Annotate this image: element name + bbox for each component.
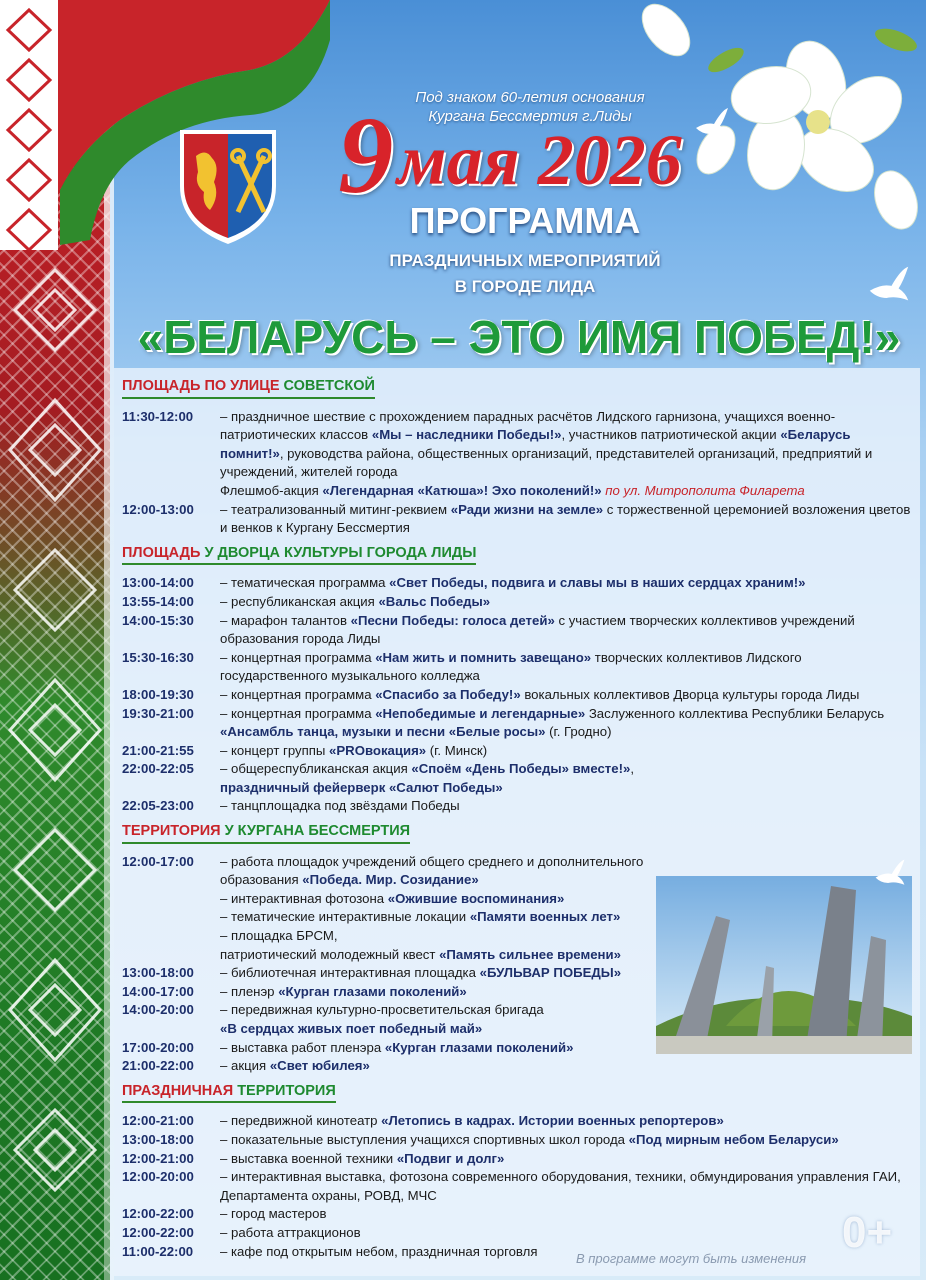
event-title: «Летопись в кадрах. Истории военных репортеров» — [381, 1113, 724, 1129]
section-dvorets-kultury — [122, 544, 912, 816]
event-description — [220, 705, 912, 742]
event-text: площадка БРСМ, — [231, 928, 338, 944]
subtitle-line-2: Кургана Бессмертия г.Лиды — [428, 108, 632, 125]
event-title: «Легендарная «Катюша»! Эхо поколений!» — [322, 482, 602, 498]
event-text: республиканская акция — [231, 593, 379, 609]
subtitle-line-1: Под знаком 60-летия основания — [415, 89, 645, 106]
event-title: «Память сильнее времени» — [439, 946, 621, 962]
section-title — [122, 822, 410, 844]
event-text: , — [630, 761, 635, 777]
event-description — [220, 501, 912, 538]
event-description — [220, 686, 912, 705]
event-row — [122, 908, 662, 927]
event-title: «Ради жизни на земле» — [450, 501, 604, 517]
section-prazdnichnaya — [122, 1082, 912, 1261]
event-title: «Победа. Мир. Созидание» — [302, 872, 479, 888]
event-text: тематическая программа — [231, 575, 390, 591]
event-row — [122, 946, 662, 965]
event-time: 22:05-23:00 — [122, 798, 194, 814]
event-row — [122, 1150, 912, 1169]
section-title-red: ПЛОЩАДЬ — [122, 544, 205, 561]
event-description — [220, 1168, 912, 1205]
event-row — [122, 1039, 662, 1058]
event-dash: – — [220, 853, 231, 869]
age-rating: 0+ — [842, 1208, 893, 1257]
section-title — [122, 544, 476, 566]
event-row — [122, 797, 912, 816]
event-text: тематические интерактивные локации — [231, 909, 470, 925]
event-description — [220, 983, 662, 1002]
event-text: танцплощадка под звёздами Победы — [231, 798, 460, 814]
event-time: 12:00-21:00 — [122, 1113, 194, 1129]
event-description — [220, 1205, 912, 1224]
event-dash: – — [220, 575, 231, 591]
event-text: показательные выступления учащихся спортивных школ города — [231, 1131, 629, 1147]
event-dash: – — [220, 742, 231, 758]
event-title: «Свет Победы, подвига и славы мы в наших сердцах храним!» — [389, 575, 806, 591]
event-text: марафон талантов — [231, 612, 351, 628]
event-description — [220, 408, 912, 482]
event-title: «Беларусь помнит!» — [220, 427, 851, 461]
program-sub-line-2: В ГОРОДЕ ЛИДА — [454, 277, 596, 296]
event-text: (г. Минск) — [426, 742, 488, 758]
event-title: праздничный фейерверк «Салют Победы» — [220, 779, 503, 795]
event-row — [122, 1224, 912, 1243]
event-title: «БУЛЬВАР ПОБЕДЫ» — [479, 965, 622, 981]
event-description — [220, 890, 662, 909]
event-text: библиотечная интерактивная площадка — [231, 965, 480, 981]
event-text: концерт группы — [231, 742, 330, 758]
event-description — [220, 649, 912, 686]
event-dash: – — [220, 1243, 231, 1259]
flag-of-belarus-icon — [0, 0, 330, 250]
event-title: «Свет юбилея» — [269, 1058, 370, 1074]
event-description — [220, 1112, 912, 1131]
event-row — [122, 408, 912, 482]
event-row — [122, 574, 912, 593]
event-time: 14:00-20:00 — [122, 1002, 194, 1018]
section-title-green: У КУРГАНА БЕССМЕРТИЯ — [224, 823, 411, 840]
event-title: «Нам жить и помнить завещано» — [375, 649, 592, 665]
event-time: 11:30-12:00 — [122, 408, 194, 424]
event-text: пленэр — [231, 983, 279, 999]
event-dash: – — [220, 965, 231, 981]
event-text: общереспубликанская акция — [231, 761, 412, 777]
program-subtitle — [340, 248, 710, 300]
event-dash: – — [220, 593, 231, 609]
event-dash: – — [220, 408, 231, 424]
event-row — [122, 649, 912, 686]
event-text: интерактивная фотозона — [231, 890, 388, 906]
event-time: 11:00-22:00 — [122, 1243, 194, 1259]
event-dash: – — [220, 1224, 231, 1240]
event-row — [122, 890, 662, 909]
event-dash: – — [220, 983, 231, 999]
event-row — [122, 612, 912, 649]
event-dash: – — [220, 909, 231, 925]
event-title: «Песни Победы: голоса детей» — [350, 612, 555, 628]
event-title: «Споём «День Победы» вместе!» — [411, 761, 631, 777]
date-rest: мая 2026 — [397, 120, 682, 200]
event-text: праздничное шествие с прохождением парадных расчётов Лидского гарнизона, учащихся военно-патриотических классов — [220, 408, 836, 443]
event-title: «Памяти военных лет» — [469, 909, 621, 925]
event-description — [220, 593, 912, 612]
event-title: «Вальс Победы» — [378, 593, 491, 609]
event-row — [122, 779, 912, 798]
event-text: работа площадок учреждений общего среднего и дополнительного образования — [220, 853, 644, 888]
event-time — [122, 908, 220, 927]
section-sovetskaya — [122, 377, 912, 538]
section-title-red: ПЛОЩАДЬ ПО УЛИЦЕ — [122, 378, 284, 394]
event-row — [122, 983, 662, 1002]
event-dash: – — [220, 501, 231, 517]
event-time: 18:00-19:30 — [122, 686, 194, 702]
event-description — [220, 612, 912, 649]
event-dash: – — [220, 1002, 231, 1018]
ornament-pattern-icon — [0, 250, 110, 1280]
event-row — [122, 593, 912, 612]
event-row — [122, 1112, 912, 1131]
event-title: «В сердцах живых поет победный май» — [220, 1021, 483, 1036]
section-title-red: ПРАЗДНИЧНАЯ — [122, 1082, 238, 1099]
section-title — [122, 377, 375, 399]
event-title: «Под мирным небом Беларуси» — [628, 1131, 839, 1147]
event-text: выставка военной техники — [231, 1150, 397, 1166]
event-time — [122, 1020, 220, 1039]
event-text: концертная программа — [231, 705, 376, 721]
event-text: выставка работ пленэра — [231, 1039, 385, 1055]
event-row — [122, 853, 662, 890]
event-time — [122, 890, 220, 909]
event-time — [122, 779, 220, 798]
event-description — [220, 1057, 662, 1076]
event-time: 17:00-20:00 — [122, 1039, 194, 1055]
event-description — [220, 760, 912, 779]
event-title: «Ожившие воспоминания» — [387, 890, 565, 906]
event-text: с торжественной церемонией возложения цветов и венков к Кургану Бессмертия — [220, 501, 911, 536]
event-time: 13:55-14:00 — [122, 593, 194, 609]
event-text: концертная программа — [231, 649, 376, 665]
event-dash: – — [220, 798, 231, 814]
event-text: вокальных коллективов Дворца культуры города Лиды — [520, 686, 860, 702]
event-text: с участием творческих коллективов учреждений образования города Лиды — [220, 612, 855, 647]
event-description — [220, 946, 662, 965]
event-text: Заслуженного коллектива Республики Беларусь — [585, 705, 885, 721]
event-title: «Курган глазами поколений» — [278, 983, 467, 999]
event-list — [122, 1112, 912, 1261]
section-title — [122, 1082, 336, 1104]
event-time: 12:00-17:00 — [122, 853, 194, 869]
event-dash: – — [220, 1169, 231, 1185]
footnote: В программе могут быть изменения — [576, 1251, 807, 1266]
event-description — [220, 1039, 662, 1058]
event-text: передвижной кинотеатр — [231, 1113, 382, 1129]
event-row — [122, 964, 662, 983]
date-day: 9 — [338, 94, 394, 216]
event-time: 13:00-14:00 — [122, 575, 194, 591]
program-sub-line-1: ПРАЗДНИЧНЫХ МЕРОПРИЯТИЙ — [389, 251, 661, 270]
event-description — [220, 1243, 912, 1262]
event-text: Флешмоб-акция — [220, 482, 323, 498]
event-text: акция — [231, 1058, 270, 1074]
event-time: 21:00-22:00 — [122, 1058, 194, 1074]
event-title: «Мы – наследники Победы!» — [371, 427, 562, 443]
section-title-green: СОВЕТСКОЙ — [283, 378, 375, 394]
event-time: 12:00-22:00 — [122, 1224, 194, 1240]
event-description — [220, 797, 912, 816]
event-dash: – — [220, 612, 231, 628]
event-dash: – — [220, 1131, 231, 1147]
event-time: 12:00-13:00 — [122, 501, 194, 517]
event-row — [122, 1001, 662, 1020]
event-dash: – — [220, 686, 231, 702]
event-text: кафе под открытым небом, праздничная торговля — [231, 1243, 538, 1259]
event-dash: – — [220, 761, 231, 777]
event-dash: – — [220, 1113, 231, 1129]
event-text: передвижная культурно-просветительская бригада — [231, 1002, 544, 1018]
event-title: «Непобедимые и легендарные» — [375, 705, 586, 721]
event-description — [220, 908, 662, 927]
event-time — [122, 946, 220, 965]
event-row — [122, 705, 912, 742]
event-time: 14:00-15:30 — [122, 612, 194, 628]
event-location: по ул. Митрополита Филарета — [601, 482, 805, 498]
event-time: 12:00-21:00 — [122, 1150, 194, 1166]
event-text: концертная программа — [231, 686, 376, 702]
event-dash: – — [220, 705, 231, 721]
event-description — [220, 574, 912, 593]
section-title-green: ТЕРРИТОРИЯ — [237, 1082, 336, 1099]
event-time: 13:00-18:00 — [122, 1131, 194, 1147]
event-row — [122, 742, 912, 761]
event-title: «PROвокация» — [329, 742, 427, 758]
event-row — [122, 501, 912, 538]
event-description — [220, 1001, 662, 1020]
event-dash: – — [220, 1206, 231, 1222]
section-title-green: У ДВОРЦА КУЛЬТУРЫ ГОРОДА ЛИДЫ — [204, 544, 477, 561]
event-description — [220, 927, 662, 946]
event-time: 13:00-18:00 — [122, 965, 194, 981]
section-title-red: ТЕРРИТОРИЯ — [122, 823, 225, 840]
event-time: 12:00-20:00 — [122, 1169, 194, 1185]
event-row — [122, 927, 662, 946]
event-text: (г. Гродно) — [545, 724, 612, 740]
event-row — [122, 686, 912, 705]
event-dash: – — [220, 890, 231, 906]
event-text: , участников патриотической акции — [561, 427, 781, 443]
event-text: работа аттракционов — [231, 1224, 361, 1240]
event-time — [122, 927, 220, 946]
event-description — [220, 1224, 912, 1243]
event-time: 22:00-22:05 — [122, 761, 194, 777]
event-dash: – — [220, 649, 231, 665]
event-row — [122, 1057, 662, 1076]
event-description — [220, 1150, 912, 1169]
event-description — [220, 1131, 912, 1150]
event-title: «Курган глазами поколений» — [384, 1039, 574, 1055]
event-row — [122, 1131, 912, 1150]
event-text: , руководства района, общественных организаций, представителей организаций, предприятий и учреждений, жителей города — [220, 445, 873, 480]
event-text: интерактивная выставка, фотозона современного оборудования, техники, обмундирования управления ГАИ, Департамента охраны, РОВД, МЧС — [220, 1169, 901, 1203]
section-kurgan — [122, 822, 912, 1076]
dove-icon — [864, 262, 914, 310]
program-content — [122, 377, 912, 1265]
event-description — [220, 779, 912, 798]
event-time: 14:00-17:00 — [122, 983, 194, 999]
event-title: «Подвиг и долг» — [396, 1150, 505, 1166]
event-title: «Ансамбль танца, музыки и песни «Белые росы» — [220, 724, 546, 740]
event-text: патриотический молодежный квест — [220, 946, 440, 962]
slogan: «БЕЛАРУСЬ – ЭТО ИМЯ ПОБЕД!» — [137, 311, 901, 363]
event-row — [122, 760, 912, 779]
event-dash: – — [220, 1039, 231, 1055]
event-row — [122, 1020, 662, 1039]
event-list — [122, 853, 662, 1076]
event-time: 15:30-16:30 — [122, 649, 194, 665]
event-list — [122, 574, 912, 816]
event-time: 19:30-21:00 — [122, 705, 194, 721]
event-dash: – — [220, 1058, 231, 1074]
event-text: творческих коллективов Лидского государственного музыкального колледжа — [220, 649, 802, 684]
event-time: 12:00-22:00 — [122, 1206, 194, 1222]
event-time: 21:00-21:55 — [122, 742, 194, 758]
event-text: театрализованный митинг-реквием — [231, 501, 451, 517]
event-description — [220, 964, 662, 983]
event-description — [220, 1020, 662, 1039]
event-description — [220, 482, 912, 501]
event-title: «Спасибо за Победу!» — [375, 686, 521, 702]
event-text: город мастеров — [231, 1206, 327, 1222]
event-dash: – — [220, 1150, 231, 1166]
coat-of-arms-lida-icon — [176, 126, 280, 246]
event-description — [220, 742, 912, 761]
event-row — [122, 1168, 912, 1205]
event-description — [220, 853, 662, 890]
event-row — [122, 1205, 912, 1224]
event-row — [122, 482, 912, 501]
event-dash: – — [220, 928, 231, 944]
program-title: ПРОГРАММА — [409, 200, 641, 241]
